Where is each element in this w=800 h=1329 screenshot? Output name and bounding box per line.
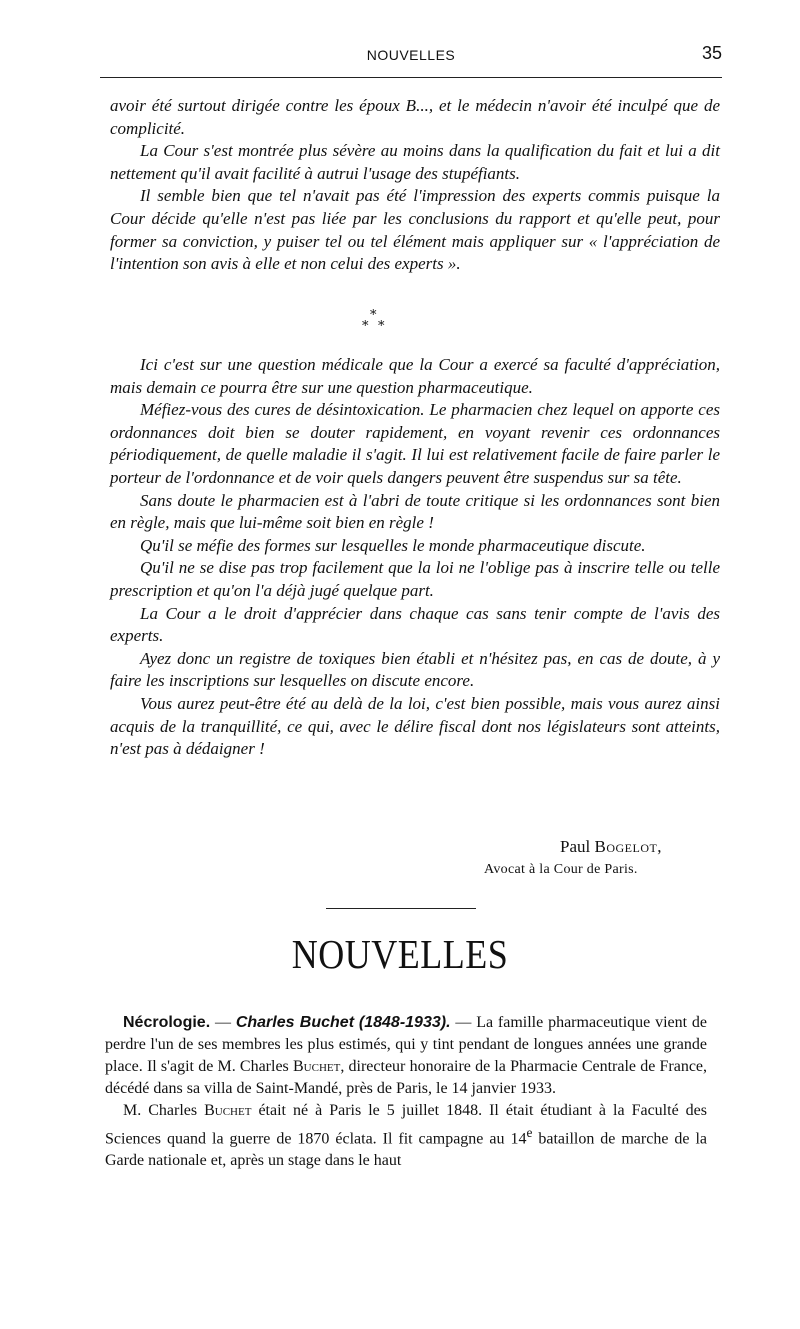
obituary-dates: (1848-1933). — [358, 1014, 451, 1031]
article-paragraph: Sans doute le pharmacien est à l'abri de toute critique si les ordonnances sont bien en règle, mais que lui-même soit bien en règle ! — [110, 490, 720, 533]
article-paragraph: Qu'il ne se dise pas trop facilement que la loi ne l'oblige pas à inscrire telle ou telle prescription et qu'on l'a déjà jugé quelque part. — [110, 558, 720, 600]
signature-name — [560, 837, 662, 857]
page-number: 35 — [701, 43, 722, 63]
obituary-surname: Buchet — [293, 1058, 341, 1075]
article-paragraph: Il semble bien que tel n'avait pas été l'impression des experts commis puisque la Cour décide qu'elle n'est pas liée par les conclusions du rapport et qu'elle peut, pour former sa conviction, y puiser tel ou tel élément mais appliquer sur « l'appréciation de l'intention son avis à elle et non celui des experts ». — [110, 186, 720, 274]
signature-role: Avocat à la Cour de Paris. — [484, 862, 638, 877]
necrologie-label: Nécrologie. — [123, 1014, 211, 1031]
article-paragraph: Ayez donc un registre de toxiques bien établi et n'hésitez pas, en cas de doute, à y faire les inscriptions sur lesquelles on discute encore. — [110, 648, 720, 691]
obituary-text: , directeur honoraire de la Pharmacie Centrale de France, décédé dans sa villa de Saint-Mandé, près de Paris, le 14 janvier 1933. — [105, 1058, 708, 1097]
header-rule — [100, 77, 722, 78]
article-paragraph: Ici c'est sur une question médicale que la Cour a exercé sa faculté d'appréciation, mais demain ce pourra être sur une question pharmaceutique. — [110, 355, 720, 397]
article-paragraph: Vous aurez peut-être été au delà de la loi, c'est bien possible, mais vous aurez ainsi acquis de la tranquillité, ce qui, avec le délire fiscal dont nos législateurs sont atteints, n'est pas à dédaigner ! — [110, 693, 720, 759]
section-divider — [326, 908, 476, 909]
article-paragraph: La Cour a le droit d'apprécier dans chaque cas sans tenir compte de l'avis des experts. — [110, 603, 720, 646]
necrologie-paragraph — [105, 1100, 707, 1172]
running-head — [100, 45, 722, 73]
obituary-text: — La famille pharmaceutique vient de perdre l'un de ses membres les plus estimés, qui y tint pendant de longues années une grande place. Il s'agit de M. Charles — [105, 1014, 708, 1075]
article-continuation — [110, 95, 720, 276]
obituary-surname: Buchet — [204, 1102, 252, 1119]
article-paragraph: Méfiez-vous des cures de désintoxication. Le pharmacien chez lequel on apporte ces ordonnances doit bien se douter rapidement, en voyant revenir ces ordonnances périodiquement, de quelle maladie il s'agit. Il lui est relativement facile de faire parler le porteur de l'ordonnance et de voir quels dangers peuvent être suspendus sur sa tête. — [110, 400, 720, 487]
asterism — [360, 308, 390, 336]
asterism-star: * — [362, 319, 369, 334]
article-paragraph: La Cour s'est montrée plus sévère au moins dans la qualification du fait et lui a dit nettement qu'il avait facilité à autrui l'usage des stupéfiants. — [110, 141, 720, 183]
obituary-text: bataillon de marche de la Garde nationale et, après un stage dans le haut — [105, 1130, 708, 1170]
signature-first-name: Paul — [560, 837, 591, 856]
running-head-title: NOUVELLES — [366, 47, 456, 63]
necrologie-paragraph — [105, 1012, 707, 1100]
obituary-name: Charles Buchet — [235, 1014, 355, 1031]
section-title: NOUVELLES — [291, 931, 509, 978]
article-conclusion — [110, 354, 720, 761]
dash: — — [214, 1014, 231, 1031]
asterism-star: * — [378, 319, 385, 334]
article-paragraph: Qu'il se méfie des formes sur lesquelles le monde pharmaceutique discute. — [140, 535, 646, 555]
necrologie-article — [105, 1012, 707, 1172]
obituary-text: M. Charles — [123, 1102, 198, 1119]
signature-last-name: Bogelot, — [594, 837, 663, 856]
article-paragraph: avoir été surtout dirigée contre les époux B..., et le médecin n'avoir été inculpé que de complicité. — [110, 96, 720, 138]
ordinal-suffix: e — [526, 1125, 533, 1140]
obituary-text: était né à Paris le 5 juillet 1848. Il était étudiant à la Faculté des Sciences quand la guerre de 1870 éclata. Il fit campagne au 14 — [105, 1102, 707, 1148]
asterism-star: * — [370, 308, 377, 323]
